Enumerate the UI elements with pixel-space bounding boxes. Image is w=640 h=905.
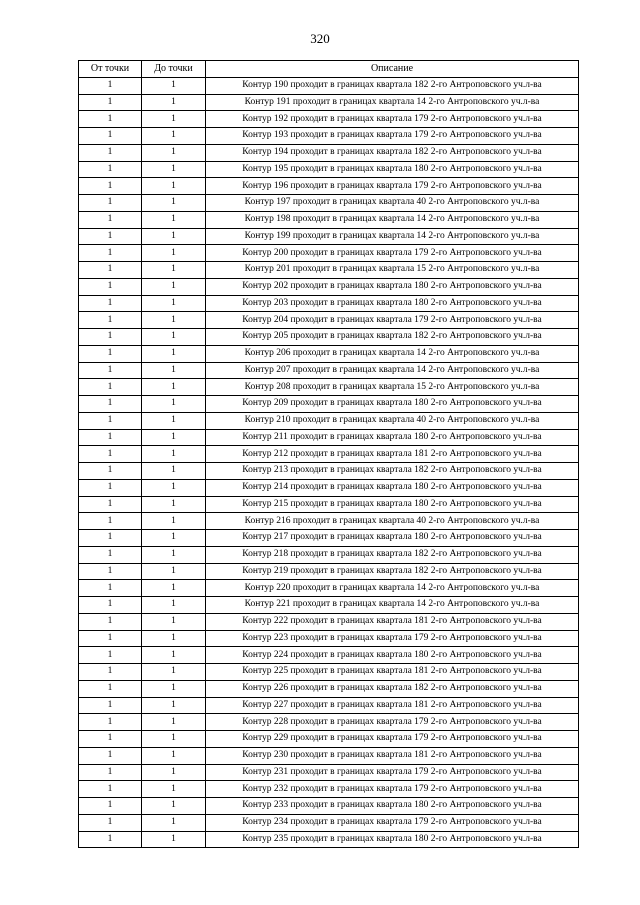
cell-to-point: 1 [142, 429, 206, 446]
cell-from-point: 1 [79, 178, 142, 195]
cell-description: Контур 215 проходит в границах квартала 180 2-го Антроповского уч.л-ва [206, 496, 579, 513]
table-row [79, 446, 579, 463]
cell-description: Контур 234 проходит в границах квартала 179 2-го Антроповского уч.л-ва [206, 814, 579, 831]
table-row [79, 697, 579, 714]
table-row [79, 77, 579, 94]
cell-from-point: 1 [79, 513, 142, 530]
cell-to-point: 1 [142, 396, 206, 413]
cell-to-point: 1 [142, 714, 206, 731]
cell-from-point: 1 [79, 345, 142, 362]
cell-from-point: 1 [79, 831, 142, 848]
table-row [79, 228, 579, 245]
cell-from-point: 1 [79, 278, 142, 295]
cell-description: Контур 221 проходит в границах квартала 14 2-го Антроповского уч.л-ва [206, 597, 579, 614]
table-row [79, 161, 579, 178]
cell-to-point: 1 [142, 613, 206, 630]
table-row [79, 546, 579, 563]
table-row [79, 312, 579, 329]
cell-from-point: 1 [79, 546, 142, 563]
cell-description: Контур 191 проходит в границах квартала 14 2-го Антроповского уч.л-ва [206, 94, 579, 111]
cell-description: Контур 223 проходит в границах квартала 179 2-го Антроповского уч.л-ва [206, 630, 579, 647]
cell-to-point: 1 [142, 362, 206, 379]
cell-description: Контур 213 проходит в границах квартала 182 2-го Антроповского уч.л-ва [206, 463, 579, 480]
cell-from-point: 1 [79, 747, 142, 764]
cell-to-point: 1 [142, 580, 206, 597]
cell-description: Контур 227 проходит в границах квартала 181 2-го Антроповского уч.л-ва [206, 697, 579, 714]
cell-description: Контур 218 проходит в границах квартала 182 2-го Антроповского уч.л-ва [206, 546, 579, 563]
cell-from-point: 1 [79, 245, 142, 262]
table-row [79, 211, 579, 228]
cell-to-point: 1 [142, 798, 206, 815]
cell-to-point: 1 [142, 128, 206, 145]
table-row [79, 613, 579, 630]
cell-to-point: 1 [142, 295, 206, 312]
cell-to-point: 1 [142, 597, 206, 614]
cell-to-point: 1 [142, 379, 206, 396]
table-row [79, 647, 579, 664]
cell-to-point: 1 [142, 211, 206, 228]
cell-description: Контур 212 проходит в границах квартала 181 2-го Антроповского уч.л-ва [206, 446, 579, 463]
cell-to-point: 1 [142, 680, 206, 697]
cell-description: Контур 220 проходит в границах квартала 14 2-го Антроповского уч.л-ва [206, 580, 579, 597]
cell-to-point: 1 [142, 77, 206, 94]
cell-description: Контур 216 проходит в границах квартала 40 2-го Антроповского уч.л-ва [206, 513, 579, 530]
cell-description: Контур 190 проходит в границах квартала 182 2-го Антроповского уч.л-ва [206, 77, 579, 94]
cell-from-point: 1 [79, 731, 142, 748]
table-row [79, 412, 579, 429]
table-header-row [79, 61, 579, 78]
cell-description: Контур 231 проходит в границах квартала 179 2-го Антроповского уч.л-ва [206, 764, 579, 781]
table-row [79, 379, 579, 396]
cell-from-point: 1 [79, 144, 142, 161]
cell-from-point: 1 [79, 664, 142, 681]
cell-to-point: 1 [142, 530, 206, 547]
cell-to-point: 1 [142, 563, 206, 580]
cell-from-point: 1 [79, 781, 142, 798]
cell-to-point: 1 [142, 94, 206, 111]
cell-description: Контур 219 проходит в границах квартала 182 2-го Антроповского уч.л-ва [206, 563, 579, 580]
cell-to-point: 1 [142, 764, 206, 781]
cell-description: Контур 235 проходит в границах квартала 180 2-го Антроповского уч.л-ва [206, 831, 579, 848]
cell-to-point: 1 [142, 731, 206, 748]
cell-description: Контур 209 проходит в границах квартала 180 2-го Антроповского уч.л-ва [206, 396, 579, 413]
cell-from-point: 1 [79, 128, 142, 145]
cell-from-point: 1 [79, 479, 142, 496]
cell-description: Контур 228 проходит в границах квартала 179 2-го Антроповского уч.л-ва [206, 714, 579, 731]
cell-from-point: 1 [79, 496, 142, 513]
table-row [79, 262, 579, 279]
header-from-point: От точки [79, 61, 142, 78]
cell-to-point: 1 [142, 161, 206, 178]
table-row [79, 479, 579, 496]
cell-description: Контур 232 проходит в границах квартала 179 2-го Антроповского уч.л-ва [206, 781, 579, 798]
cell-from-point: 1 [79, 211, 142, 228]
cell-from-point: 1 [79, 680, 142, 697]
cell-from-point: 1 [79, 597, 142, 614]
cell-to-point: 1 [142, 496, 206, 513]
cell-to-point: 1 [142, 262, 206, 279]
cell-description: Контур 208 проходит в границах квартала 15 2-го Антроповского уч.л-ва [206, 379, 579, 396]
cell-to-point: 1 [142, 345, 206, 362]
cell-description: Контур 210 проходит в границах квартала 40 2-го Антроповского уч.л-ва [206, 412, 579, 429]
cell-to-point: 1 [142, 245, 206, 262]
cell-description: Контур 226 проходит в границах квартала 182 2-го Антроповского уч.л-ва [206, 680, 579, 697]
cell-from-point: 1 [79, 580, 142, 597]
cell-from-point: 1 [79, 379, 142, 396]
cell-from-point: 1 [79, 697, 142, 714]
cell-from-point: 1 [79, 94, 142, 111]
cell-description: Контур 192 проходит в границах квартала 179 2-го Антроповского уч.л-ва [206, 111, 579, 128]
table-row [79, 664, 579, 681]
cell-from-point: 1 [79, 563, 142, 580]
cell-to-point: 1 [142, 647, 206, 664]
cell-from-point: 1 [79, 647, 142, 664]
cell-description: Контур 207 проходит в границах квартала 14 2-го Антроповского уч.л-ва [206, 362, 579, 379]
table-row [79, 597, 579, 614]
table-row [79, 295, 579, 312]
cell-to-point: 1 [142, 111, 206, 128]
cell-from-point: 1 [79, 111, 142, 128]
cell-from-point: 1 [79, 630, 142, 647]
table-row [79, 429, 579, 446]
cell-from-point: 1 [79, 195, 142, 212]
cell-to-point: 1 [142, 463, 206, 480]
cell-from-point: 1 [79, 446, 142, 463]
cell-from-point: 1 [79, 764, 142, 781]
table-row [79, 128, 579, 145]
cell-description: Контур 214 проходит в границах квартала 180 2-го Антроповского уч.л-ва [206, 479, 579, 496]
cell-from-point: 1 [79, 228, 142, 245]
table-row [79, 814, 579, 831]
cell-description: Контур 197 проходит в границах квартала 40 2-го Антроповского уч.л-ва [206, 195, 579, 212]
cell-to-point: 1 [142, 446, 206, 463]
table-row [79, 362, 579, 379]
table-row [79, 513, 579, 530]
table-row [79, 714, 579, 731]
cell-description: Контур 196 проходит в границах квартала 179 2-го Антроповского уч.л-ва [206, 178, 579, 195]
table-row [79, 496, 579, 513]
table-row [79, 144, 579, 161]
table-row [79, 563, 579, 580]
header-to-point: До точки [142, 61, 206, 78]
cell-from-point: 1 [79, 362, 142, 379]
table-row [79, 195, 579, 212]
cell-description: Контур 202 проходит в границах квартала 180 2-го Антроповского уч.л-ва [206, 278, 579, 295]
table-row [79, 580, 579, 597]
cell-from-point: 1 [79, 161, 142, 178]
table-row [79, 764, 579, 781]
cell-description: Контур 229 проходит в границах квартала 179 2-го Антроповского уч.л-ва [206, 731, 579, 748]
table-row [79, 530, 579, 547]
cell-to-point: 1 [142, 831, 206, 848]
cell-from-point: 1 [79, 530, 142, 547]
table-row [79, 278, 579, 295]
cell-description: Контур 217 проходит в границах квартала 180 2-го Антроповского уч.л-ва [206, 530, 579, 547]
cell-to-point: 1 [142, 747, 206, 764]
cell-to-point: 1 [142, 546, 206, 563]
cell-description: Контур 205 проходит в границах квартала 182 2-го Антроповского уч.л-ва [206, 329, 579, 346]
table-row [79, 178, 579, 195]
cell-to-point: 1 [142, 814, 206, 831]
cell-to-point: 1 [142, 513, 206, 530]
cell-description: Контур 195 проходит в границах квартала 180 2-го Антроповского уч.л-ва [206, 161, 579, 178]
cell-to-point: 1 [142, 781, 206, 798]
cell-from-point: 1 [79, 798, 142, 815]
cell-to-point: 1 [142, 228, 206, 245]
table-row [79, 111, 579, 128]
header-description: Описание [206, 61, 579, 78]
cell-description: Контур 222 проходит в границах квартала 181 2-го Антроповского уч.л-ва [206, 613, 579, 630]
cell-description: Контур 230 проходит в границах квартала 181 2-го Антроповского уч.л-ва [206, 747, 579, 764]
cell-to-point: 1 [142, 278, 206, 295]
page-number: 320 [310, 31, 330, 46]
cell-description: Контур 193 проходит в границах квартала 179 2-го Антроповского уч.л-ва [206, 128, 579, 145]
cell-from-point: 1 [79, 429, 142, 446]
table-row [79, 781, 579, 798]
cell-from-point: 1 [79, 714, 142, 731]
cell-from-point: 1 [79, 613, 142, 630]
cell-to-point: 1 [142, 479, 206, 496]
table-row [79, 463, 579, 480]
cell-from-point: 1 [79, 262, 142, 279]
cell-description: Контур 194 проходит в границах квартала 182 2-го Антроповского уч.л-ва [206, 144, 579, 161]
cell-from-point: 1 [79, 463, 142, 480]
cell-from-point: 1 [79, 814, 142, 831]
table-body [79, 77, 579, 848]
cell-to-point: 1 [142, 630, 206, 647]
table-row [79, 831, 579, 848]
cell-to-point: 1 [142, 412, 206, 429]
table-row [79, 731, 579, 748]
cell-description: Контур 199 проходит в границах квартала 14 2-го Антроповского уч.л-ва [206, 228, 579, 245]
contour-table [78, 60, 579, 848]
table-row [79, 94, 579, 111]
cell-to-point: 1 [142, 195, 206, 212]
cell-from-point: 1 [79, 396, 142, 413]
cell-to-point: 1 [142, 178, 206, 195]
cell-description: Контур 201 проходит в границах квартала 15 2-го Антроповского уч.л-ва [206, 262, 579, 279]
table-row [79, 630, 579, 647]
cell-to-point: 1 [142, 329, 206, 346]
table-row [79, 345, 579, 362]
table-row [79, 747, 579, 764]
table-row [79, 245, 579, 262]
cell-from-point: 1 [79, 329, 142, 346]
cell-description: Контур 233 проходит в границах квартала 180 2-го Антроповского уч.л-ва [206, 798, 579, 815]
cell-to-point: 1 [142, 697, 206, 714]
cell-to-point: 1 [142, 312, 206, 329]
cell-description: Контур 224 проходит в границах квартала 180 2-го Антроповского уч.л-ва [206, 647, 579, 664]
table-row [79, 798, 579, 815]
cell-description: Контур 203 проходит в границах квартала 180 2-го Антроповского уч.л-ва [206, 295, 579, 312]
cell-from-point: 1 [79, 295, 142, 312]
table-row [79, 396, 579, 413]
cell-from-point: 1 [79, 312, 142, 329]
cell-description: Контур 225 проходит в границах квартала 181 2-го Антроповского уч.л-ва [206, 664, 579, 681]
cell-description: Контур 211 проходит в границах квартала 180 2-го Антроповского уч.л-ва [206, 429, 579, 446]
cell-to-point: 1 [142, 144, 206, 161]
cell-from-point: 1 [79, 412, 142, 429]
cell-description: Контур 198 проходит в границах квартала 14 2-го Антроповского уч.л-ва [206, 211, 579, 228]
table-row [79, 680, 579, 697]
table-row [79, 329, 579, 346]
cell-description: Контур 204 проходит в границах квартала 179 2-го Антроповского уч.л-ва [206, 312, 579, 329]
cell-from-point: 1 [79, 77, 142, 94]
cell-to-point: 1 [142, 664, 206, 681]
cell-description: Контур 200 проходит в границах квартала 179 2-го Антроповского уч.л-ва [206, 245, 579, 262]
cell-description: Контур 206 проходит в границах квартала 14 2-го Антроповского уч.л-ва [206, 345, 579, 362]
